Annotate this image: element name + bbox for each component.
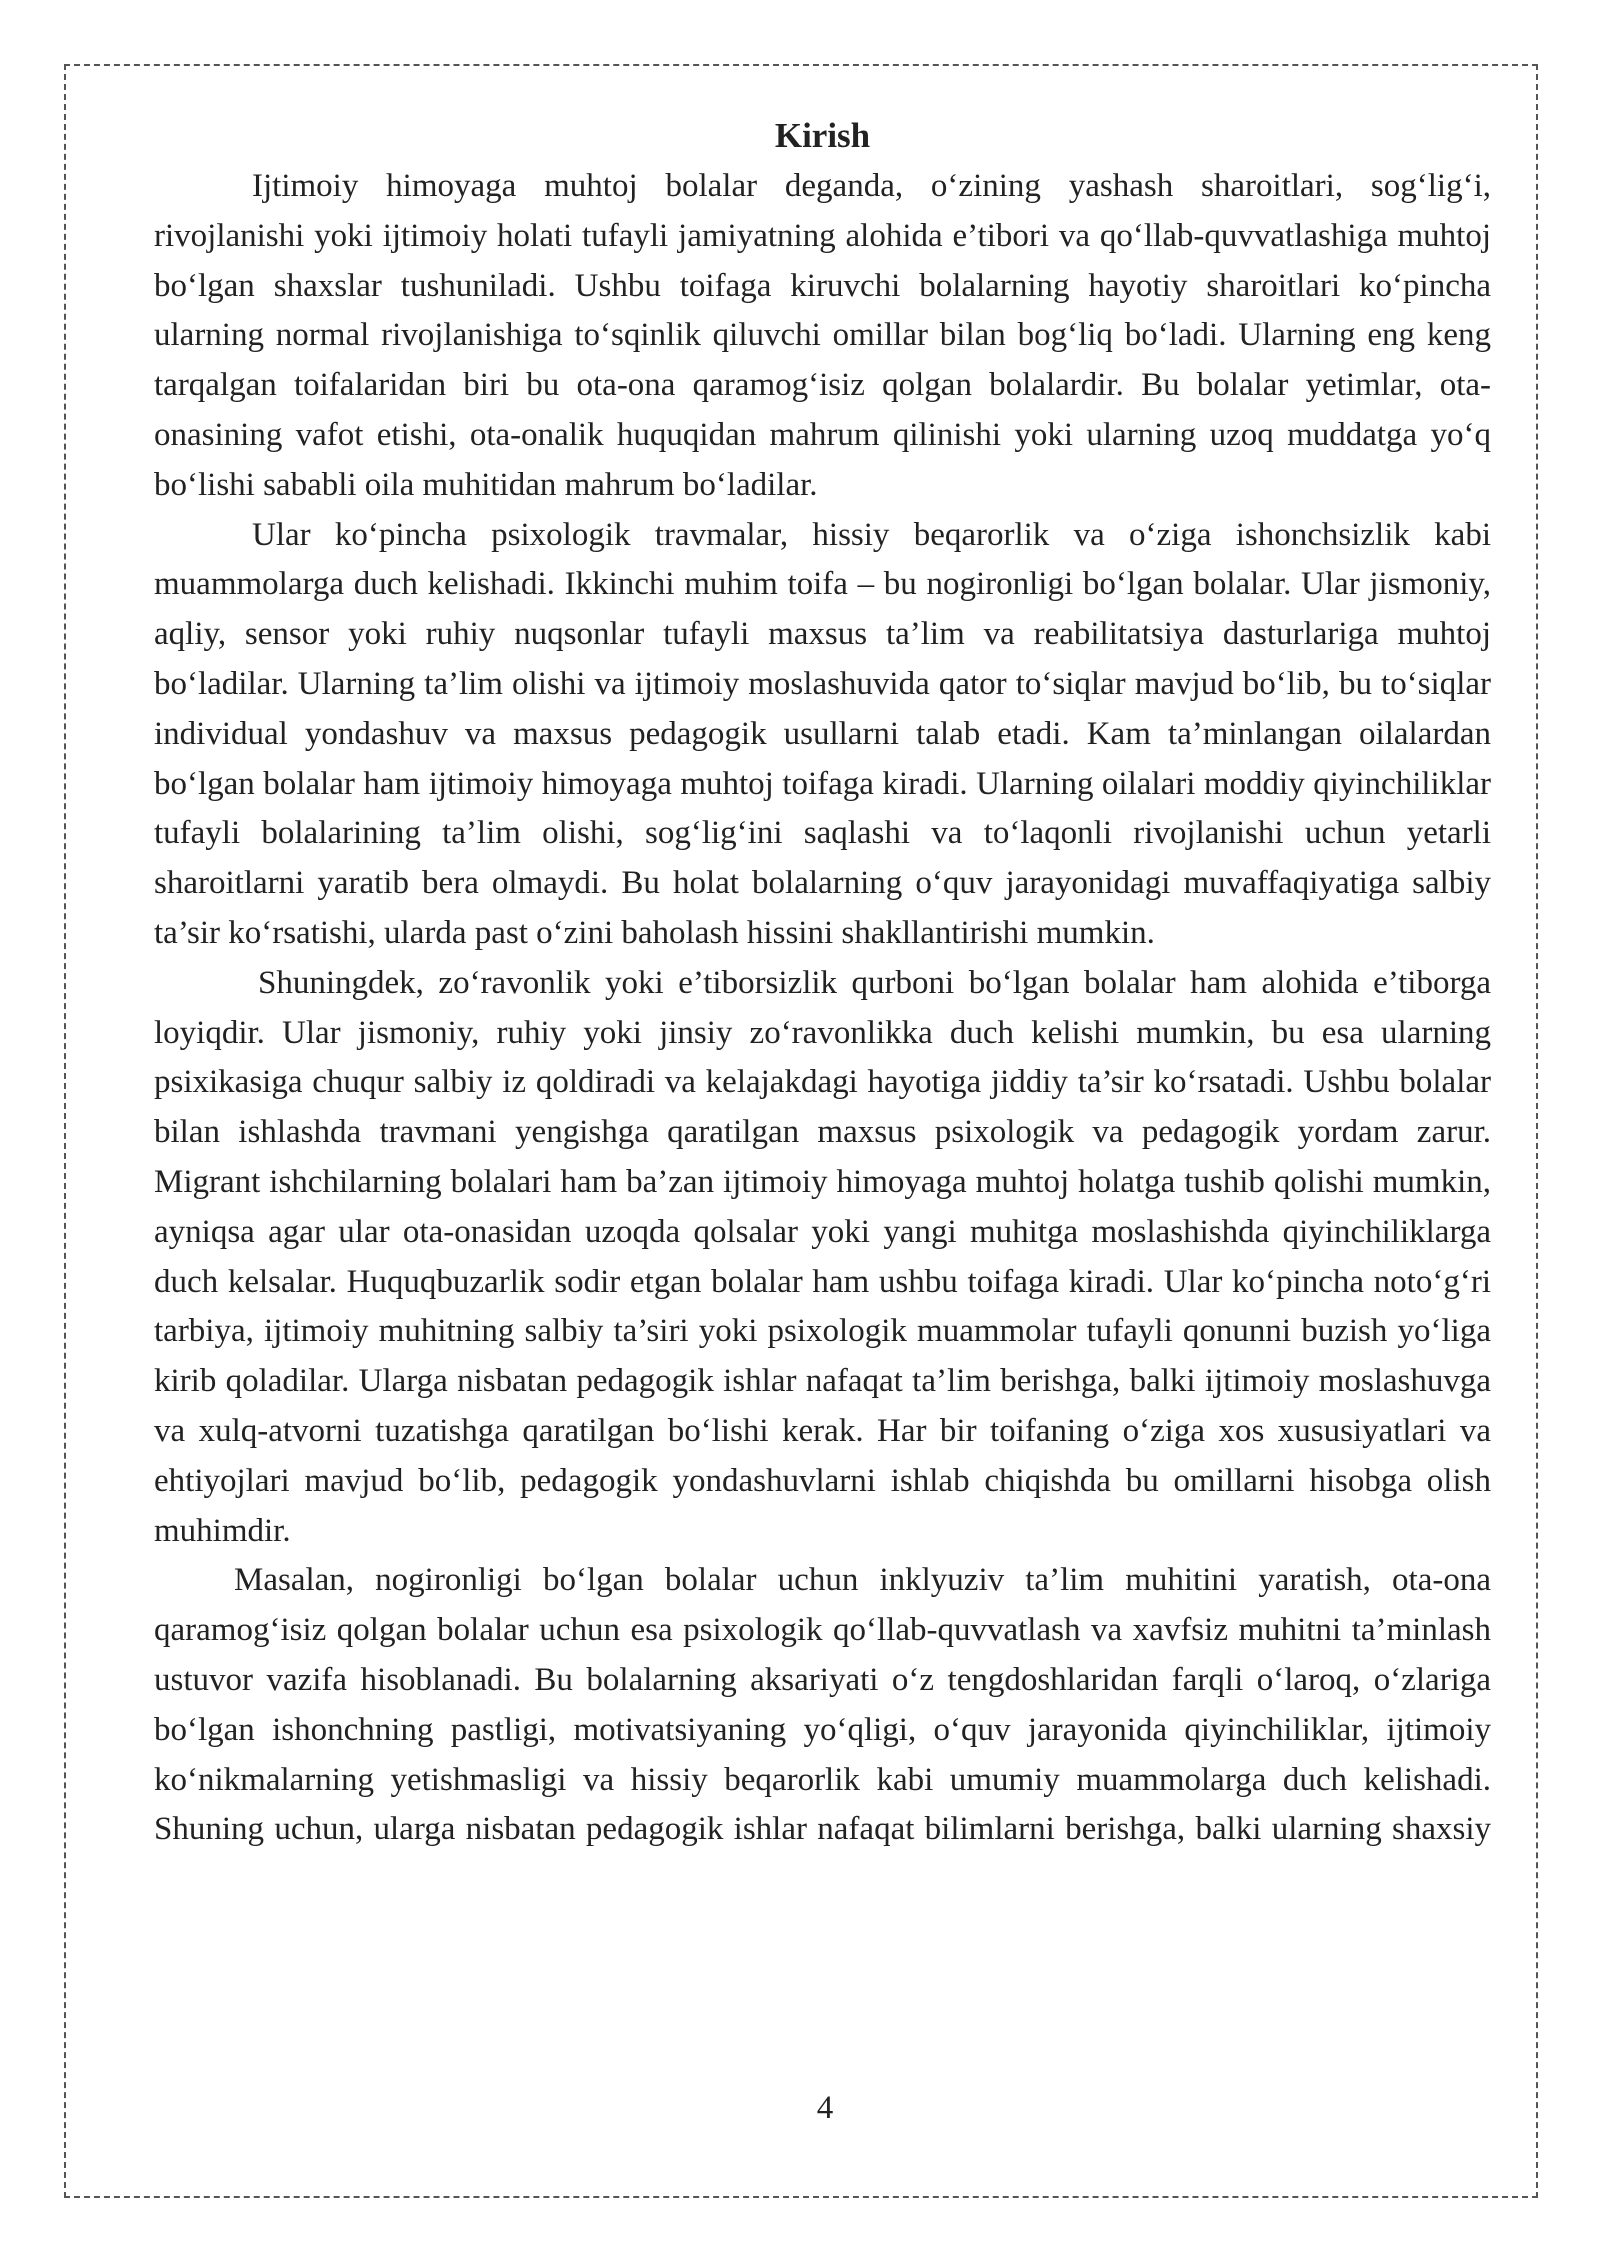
paragraph-4: Masalan, nogironligi bo‘lgan bolalar uchun inklyuziv ta’lim muhitini yaratish, ota-ona qaramog‘isiz qolgan bolalar uchun esa psixologik qo‘llab-quvvatlash va xavfsiz muhitni ta’minlash ustuvor vazifa hisoblanadi. Bu bolalarning aksariyati o‘z tengdoshlaridan farqli o‘laroq, o‘zlariga bo‘lgan ishonchning pastligi, motivatsiyaning yo‘qligi, o‘quv jarayonida qiyinchiliklar, ijtimoiy ko‘nikmalarning yetishmasligi va hissiy beqarorlik kabi umumiy muammolarga duch kelishadi. Shuning uchun, ularga nisbatan pedagogik ishlar nafaqat bilimlarni berishga, balki ularning shaxsiy: [154, 1562, 1491, 1848]
page-number: 4: [816, 2090, 834, 2126]
section-title: Kirish: [774, 116, 871, 155]
paragraph-2: Ular ko‘pincha psixologik travmalar, hissiy beqarorlik va o‘ziga ishonchsizlik kabi muammolarga duch kelishadi. Ikkinchi muhim toifa – bu nogironligi bo‘lgan bolalar. Ular jismoniy, aqliy, sensor yoki ruhiy nuqsonlar tufayli maxsus ta’lim va reabilitatsiya dasturlariga muhtoj bo‘ladilar. Ularning ta’lim olishi va ijtimoiy moslashuvida qator to‘siqlar mavjud bo‘lib, bu to‘siqlar individual yondashuv va maxsus pedagogik usullarni talab etadi. Kam ta’minlangan oilalardan bo‘lgan bolalar ham ijtimoiy himoyaga muhtoj toifaga kiradi. Ularning oilalari moddiy qiyinchiliklar tufayli bolalarining ta’lim olishi, sog‘lig‘ini saqlashi va to‘laqonli rivojlanishi uchun yetarli sharoitlarni yaratib bera olmaydi. Bu holat bolalarning o‘quv jarayonidagi muvaffaqiyatiga salbiy ta’sir ko‘rsatishi, ularda past o‘zini baholash hissini shakllantirishi mumkin.: [154, 516, 1491, 951]
paragraph-3: Shuningdek, zo‘ravonlik yoki e’tiborsizlik qurboni bo‘lgan bolalar ham alohida e’tiborga loyiqdir. Ular jismoniy, ruhiy yoki jinsiy zo‘ravonlikka duch kelishi mumkin, bu esa ularning psixikasiga chuqur salbiy iz qoldiradi va kelajakdagi hayotiga jiddiy ta’sir ko‘rsatadi. Ushbu bolalar bilan ishlashda travmani yengishga qaratilgan maxsus psixologik va pedagogik yordam zarur. Migrant ishchilarning bolalari ham ba’zan ijtimoiy himoyaga muhtoj holatga tushib qolishi mumkin, ayniqsa agar ular ota-onasidan uzoqda qolsalar yoki yangi muhitga moslashishda qiyinchiliklarga duch kelsalar. Huquqbuzarlik sodir etgan bolalar ham ushbu toifaga kiradi. Ular ko‘pincha noto‘g‘ri tarbiya, ijtimoiy muhitning salbiy ta’siri yoki psixologik muammolar tufayli qonunni buzish yo‘liga kirib qoladilar. Ularga nisbatan pedagogik ishlar nafaqat ta’lim berishga, balki ijtimoiy moslashuvga va xulq-atvorni tuzatishga qaratilgan bo‘lishi kerak. Har bir toifaning o‘ziga xos xususiyatlari va ehtiyojlari mavjud bo‘lib, pedagogik yondashuvlarni ishlab chiqishda bu omillarni hisobga olish muhimdir.: [154, 964, 1491, 1549]
page-content: [154, 110, 1491, 1855]
paragraph-1: Ijtimoiy himoyaga muhtoj bolalar deganda, o‘zining yashash sharoitlari, sog‘lig‘i, rivojlanishi yoki ijtimoiy holati tufayli jamiyatning alohida e’tibori va qo‘llab-quvvatlashiga muhtoj bo‘lgan shaxslar tushuniladi. Ushbu toifaga kiruvchi bolalarning hayotiy sharoitlari ko‘pincha ularning normal rivojlanishiga to‘sqinlik qiluvchi omillar bilan bog‘liq bo‘ladi. Ularning eng keng tarqalgan toifalaridan biri bu ota-ona qaramog‘isiz qolgan bolalardir. Bu bolalar yetimlar, ota-onasining vafot etishi, ota-onalik huquqidan mahrum qilinishi yoki ularning uzoq muddatga yo‘q bo‘lishi sababli oila muhitidan mahrum bo‘ladilar.: [154, 168, 1491, 503]
